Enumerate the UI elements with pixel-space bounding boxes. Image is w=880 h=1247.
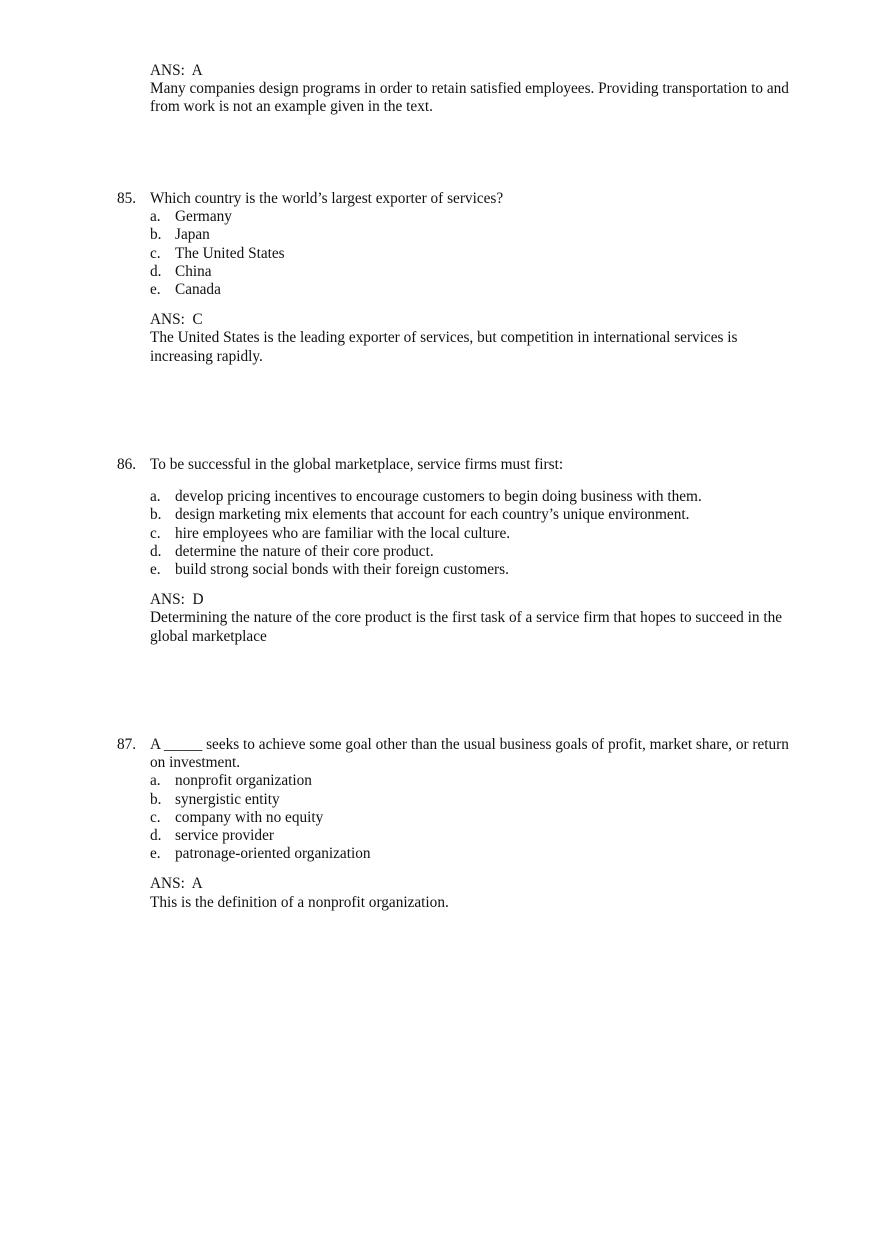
- option-text: hire employees who are familiar with the local culture.: [175, 524, 511, 542]
- option-letter: d.: [150, 542, 162, 560]
- option-letter: e.: [150, 281, 161, 299]
- option-c: [117, 525, 792, 543]
- option-e: [117, 845, 792, 863]
- option-a: [117, 772, 792, 790]
- answer-label: ANS: C: [150, 311, 203, 329]
- answer-explanation: Determining the nature of the core product is the first task of a service firm that hopes to succeed in the global marketplace: [150, 609, 783, 645]
- answer-explanation: The United States is the leading exporter of services, but competition in international services is increasing rapidly.: [150, 329, 738, 365]
- option-e: [117, 281, 792, 299]
- option-d: [117, 263, 792, 281]
- question-number: 87.: [117, 736, 137, 753]
- question-86: [117, 456, 792, 646]
- option-letter: b.: [150, 226, 162, 244]
- option-text: China: [175, 262, 212, 280]
- question-text: A _____ seeks to achieve some goal other than the usual business goals of profit, market share, or return on investment.: [150, 736, 789, 772]
- question-85: [117, 190, 792, 366]
- answer-block: [117, 591, 792, 646]
- answer-label: ANS: A: [150, 875, 203, 893]
- option-text: determine the nature of their core product.: [175, 542, 434, 560]
- option-a: [117, 208, 792, 226]
- option-letter: d.: [150, 262, 162, 280]
- answer-explanation: Many companies design programs in order to retain satisfied employees. Providing transportation to and from work is not an example given in the text.: [150, 80, 789, 116]
- option-text: The United States: [175, 244, 285, 262]
- option-text: develop pricing incentives to encourage customers to begin doing business with them.: [175, 488, 702, 506]
- answer-explanation: This is the definition of a nonprofit organization.: [150, 893, 449, 911]
- option-letter: a.: [150, 772, 161, 790]
- option-letter: c.: [150, 808, 161, 826]
- option-text: Canada: [175, 281, 221, 299]
- question-text: Which country is the world’s largest exporter of services?: [150, 190, 504, 207]
- option-letter: e.: [150, 845, 161, 863]
- option-text: service provider: [175, 827, 274, 845]
- question-number: 85.: [117, 190, 137, 207]
- question-text: To be successful in the global marketplace, service firms must first:: [150, 456, 564, 473]
- question-stem: [117, 456, 792, 474]
- option-d: [117, 827, 792, 845]
- option-letter: b.: [150, 790, 162, 808]
- option-text: synergistic entity: [175, 790, 280, 808]
- option-letter: c.: [150, 524, 161, 542]
- answer-block: [117, 875, 792, 911]
- option-b: [117, 506, 792, 524]
- option-text: company with no equity: [175, 808, 324, 826]
- option-c: [117, 809, 792, 827]
- answer-block: [117, 311, 792, 366]
- option-list: [117, 488, 792, 579]
- option-b: [117, 226, 792, 244]
- question-stem: [117, 190, 792, 208]
- option-letter: b.: [150, 506, 162, 524]
- question-stem: [117, 736, 792, 772]
- option-letter: a.: [150, 208, 161, 226]
- previous-answer: [150, 62, 790, 117]
- answer-label: ANS: A: [150, 62, 203, 79]
- option-text: Japan: [175, 226, 210, 244]
- option-c: [117, 245, 792, 263]
- option-list: [117, 772, 792, 863]
- option-text: build strong social bonds with their foreign customers.: [175, 561, 509, 579]
- option-a: [117, 488, 792, 506]
- question-87: [117, 736, 792, 912]
- option-e: [117, 561, 792, 579]
- option-b: [117, 791, 792, 809]
- option-text: design marketing mix elements that account for each country’s unique environment.: [175, 506, 690, 524]
- option-d: [117, 543, 792, 561]
- option-text: patronage-oriented organization: [175, 845, 371, 863]
- question-number: 86.: [117, 456, 137, 473]
- option-letter: d.: [150, 827, 162, 845]
- option-letter: a.: [150, 488, 161, 506]
- answer-label: ANS: D: [150, 591, 204, 609]
- option-letter: e.: [150, 561, 161, 579]
- option-text: Germany: [175, 208, 232, 226]
- option-list: [117, 208, 792, 299]
- option-text: nonprofit organization: [175, 772, 312, 790]
- option-letter: c.: [150, 244, 161, 262]
